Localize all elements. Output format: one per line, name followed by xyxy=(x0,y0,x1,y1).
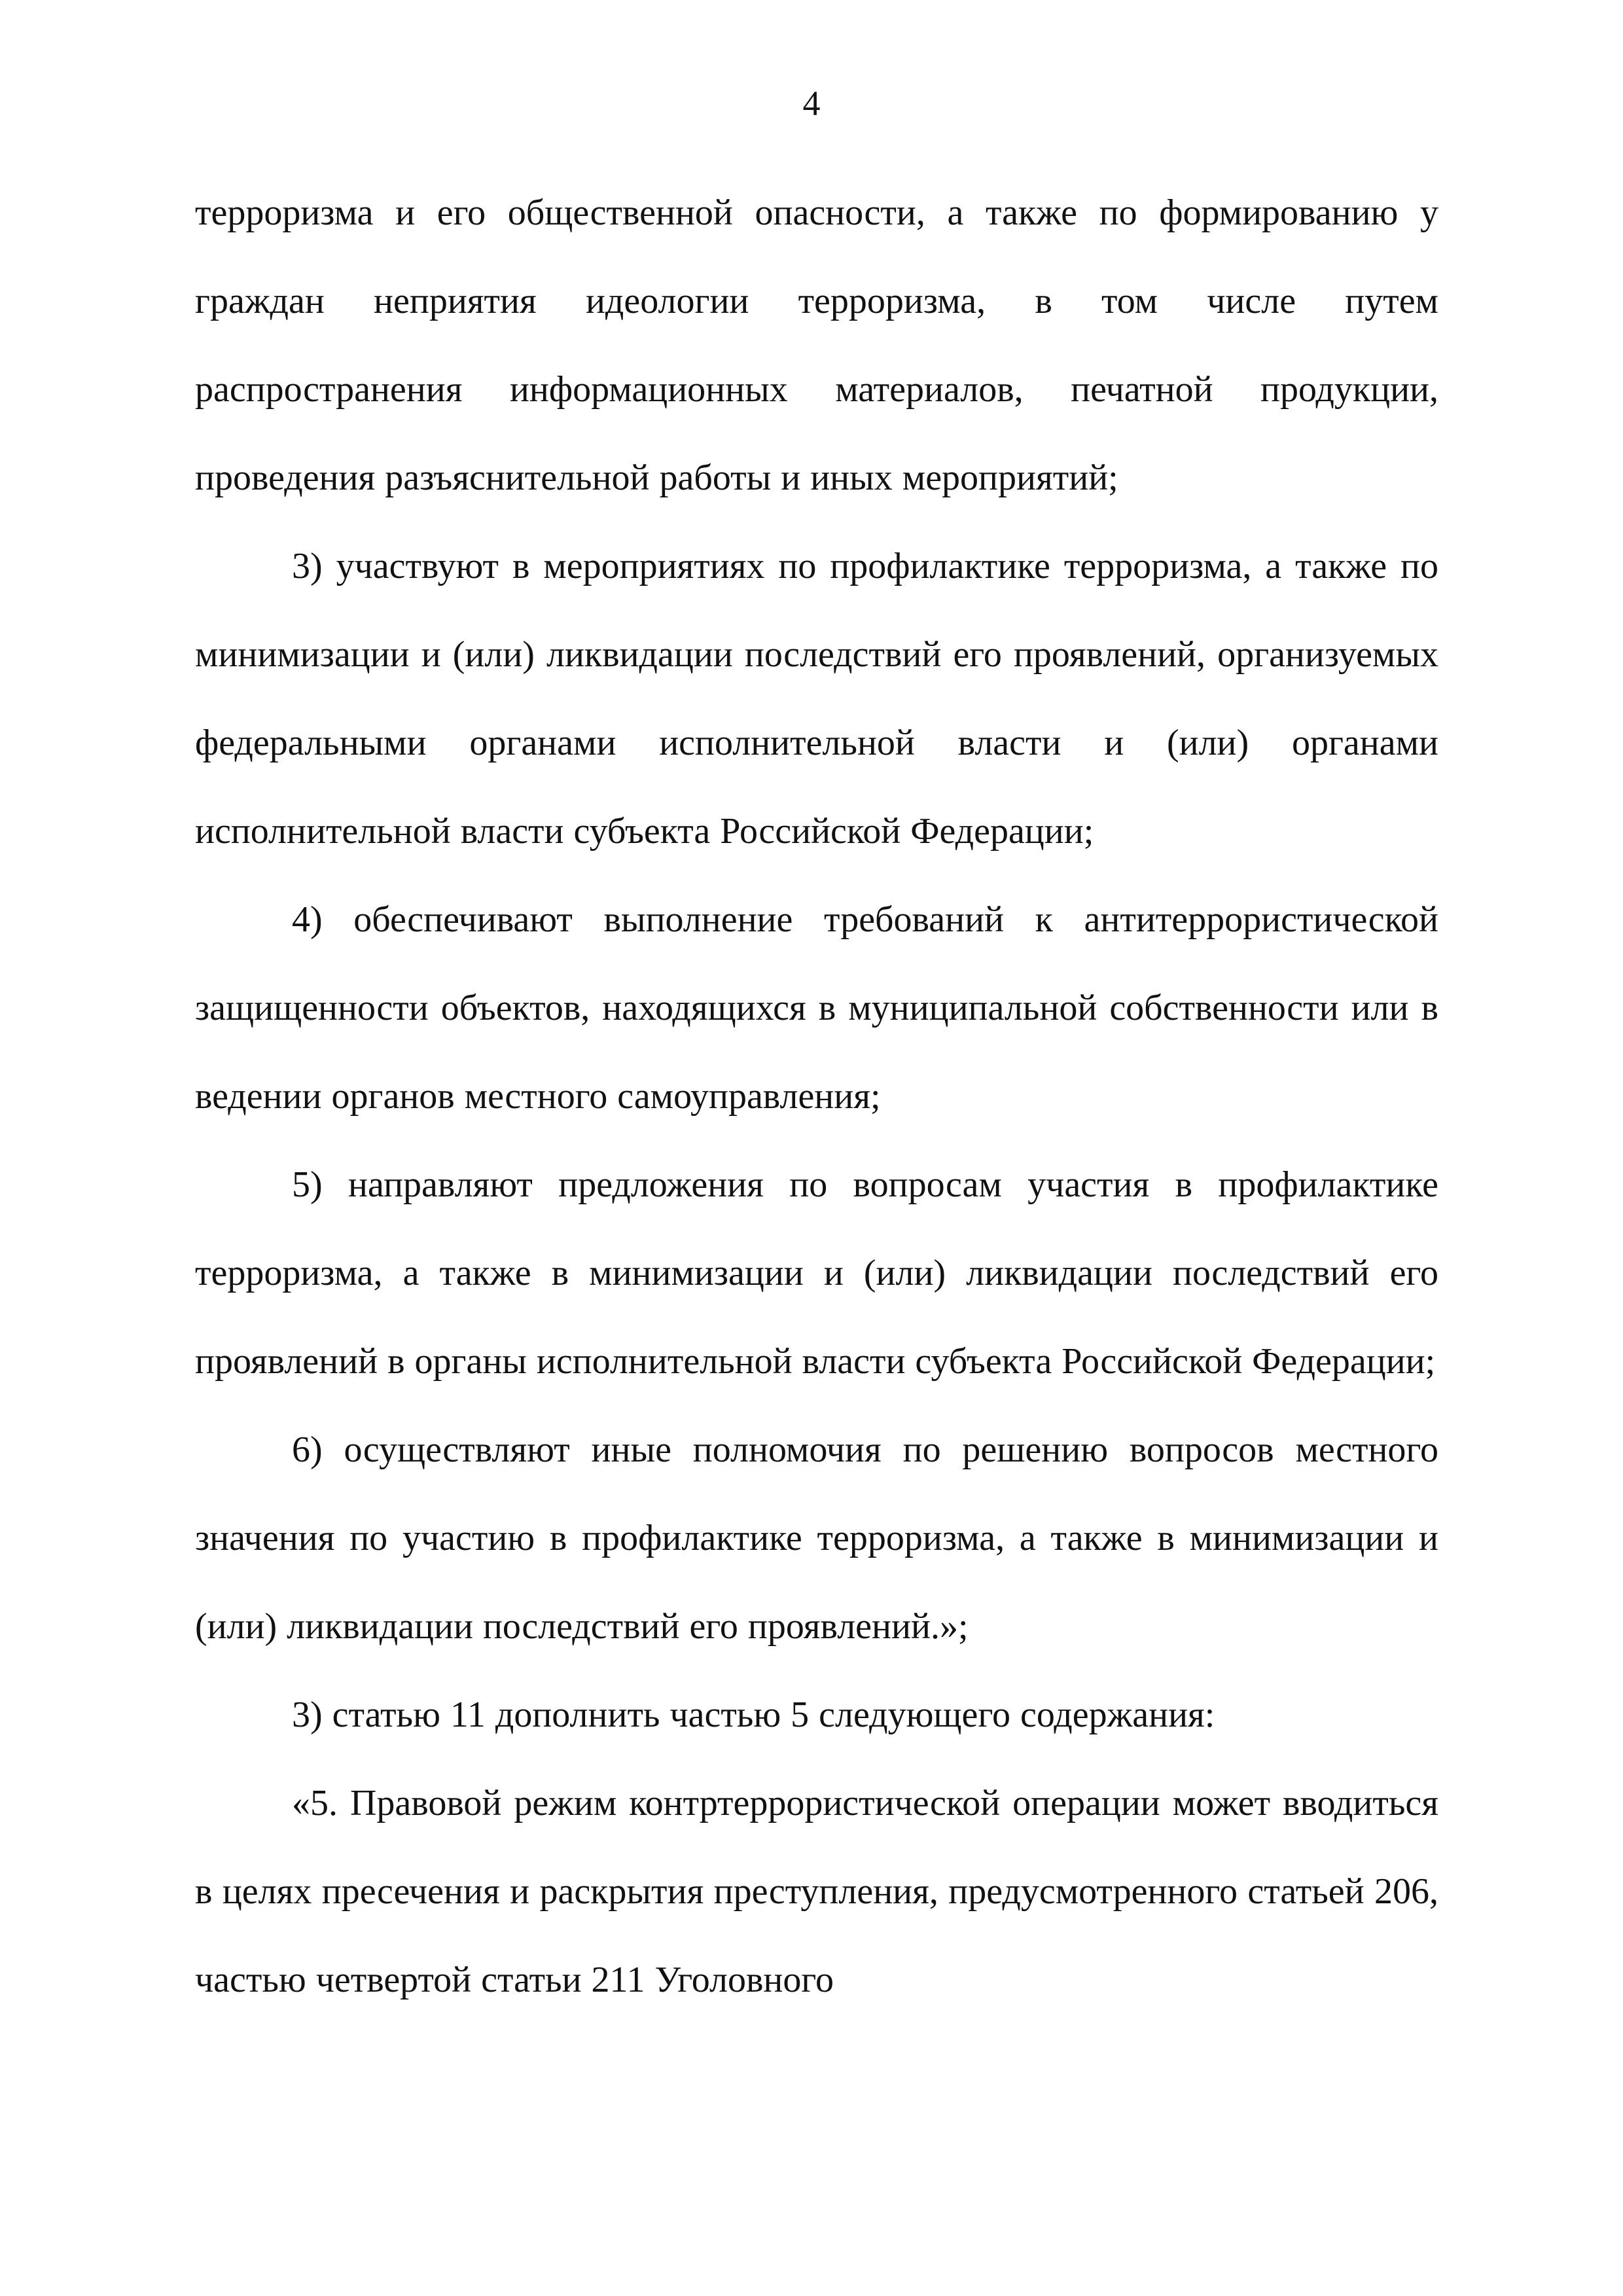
page-number: 4 xyxy=(802,84,821,123)
paragraph-item-6: 6) осуществляют иные полномочия по решению вопросов местного значения по участию в профилактике терроризма, а также в минимизации и (или) ликвидации последствий его проявлений.»; xyxy=(195,1429,1438,1647)
paragraph-item-5: 5) направляют предложения по вопросам участия в профилактике терроризма, а также в минимизации и (или) ликвидации последствий его проявлений в органы исполнительной власти субъекта Российской Федерации; xyxy=(195,1164,1438,1382)
paragraph-quoted-part-5: «5. Правовой режим контртеррористической операции может вводиться в целях пресечения и раскрытия преступления, предусмотренного статьей 206, частью четвертой статьи 211 Уголовного xyxy=(195,1783,1438,2000)
document-body xyxy=(195,169,1438,2024)
paragraph-continuation: терроризма и его общественной опасности, а также по формированию у граждан неприятия идеологии терроризма, в том числе путем распространения информационных материалов, печатной продукции, проведения разъяснительной работы и иных мероприятий; xyxy=(195,192,1438,498)
paragraph-amendment-3: 3) статью 11 дополнить частью 5 следующего содержания: xyxy=(292,1695,1215,1735)
paragraph-item-4: 4) обеспечивают выполнение требований к антитеррористической защищенности объектов, находящихся в муниципальной собственности или в ведении органов местного самоуправления; xyxy=(195,899,1438,1117)
paragraph-item-3: 3) участвуют в мероприятиях по профилактике терроризма, а также по минимизации и (или) ликвидации последствий его проявлений, организуемых федеральными органами исполнительной власти и (или) органами исполнительной власти субъекта Российской Федерации; xyxy=(195,546,1438,852)
